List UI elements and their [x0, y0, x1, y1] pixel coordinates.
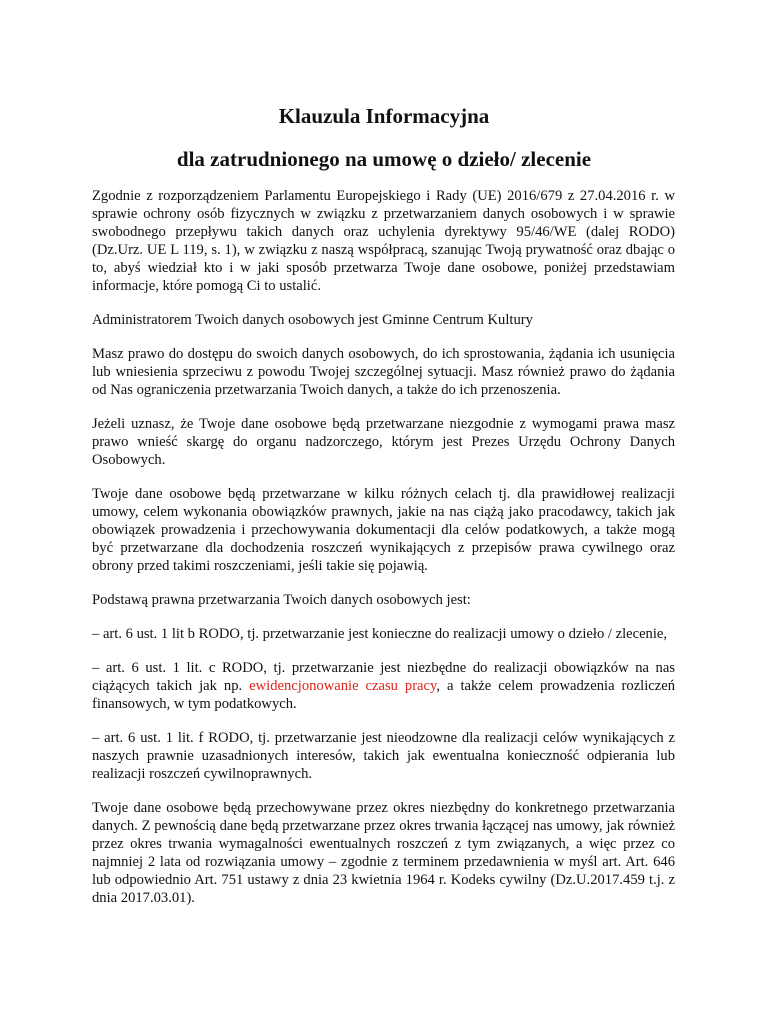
intro-paragraph: Zgodnie z rozporządzeniem Parlamentu Europejskiego i Rady (UE) 2016/679 z 27.04.2016 r. w sprawie ochrony osób fizycznych w związku z przetwarzaniem danych osobowych i w sprawie swobodnego przepływu takich danych oraz uchylenia dyrektywy 95/46/WE (dalej RODO) (Dz.Urz. UE L 119, s. 1), w związku z naszą współpracą, szanując Twoją prywatność oraz dbając o to, abyś wiedział kto i w jaki sposób przetwarza Twoje dane osobowe, poniżej przedstawiam informacje, które pomogą Ci to ustalić.: [92, 188, 675, 294]
legal-basis-item-c-text-1: – art. 6 ust. 1 lit. c RODO, tj. przetwarzanie jest niezbędne do realizacji obowiązków na nas ciążących takich jak np.: [92, 660, 675, 694]
complaint-paragraph: Jeżeli uznasz, że Twoje dane osobowe będą przetwarzane niezgodnie z wymogami prawa masz prawo wnieść skargę do organu nadzorczego, którym jest Prezes Urzędu Ochrony Danych Osobowych.: [92, 416, 675, 468]
purposes-paragraph: Twoje dane osobowe będą przetwarzane w kilku różnych celach tj. dla prawidłowej realizacji umowy, celem wykonania obowiązków prawnych, jakie na nas ciążą jako pracodawcy, takich jak obowiązek prowadzenia i przechowywania dokumentacji dla celów podatkowych, a także mogą być przetwarzane dla dochodzenia roszczeń wynikających z przepisów prawa cywilnego oraz obrony przed takimi roszczeniami, jeśli takie się pojawią.: [92, 486, 675, 574]
legal-basis-heading: Podstawą prawna przetwarzania Twoich danych osobowych jest:: [92, 592, 471, 608]
rights-paragraph: Masz prawo do dostępu do swoich danych osobowych, do ich sprostowania, żądania ich usunięcia lub wniesienia sprzeciwu z powodu Twojej szczególnej sytuacji. Masz również prawo do żądania od Nas ograniczenia przetwarzania Twoich danych, a także do ich przenoszenia.: [92, 346, 675, 398]
legal-basis-item-c-text-2: , a także celem prowadzenia rozliczeń finansowych, w tym podatkowych.: [92, 678, 676, 712]
document-subtitle: dla zatrudnionego na umowę o dzieło/ zlecenie: [176, 147, 592, 171]
legal-basis-item-f: – art. 6 ust. 1 lit. f RODO, tj. przetwarzanie jest nieodzowne dla realizacji celów wynikających z naszych prawnie uzasadnionych interesów, takich jak ewentualna konieczność odpierania lub realizacji roszczeń cywilnoprawnych.: [92, 730, 675, 782]
retention-paragraph: Twoje dane osobowe będą przechowywane przez okres niezbędny do konkretnego przetwarzania danych. Z pewnością dane będą przetwarzane przez okres trwania łączącej nas umowy, jak również przez okres trwania wymagalności ewentualnych roszczeń z tym związanych, a więc przez co najmniej 2 lata od rozwiązania umowy – zgodnie z terminem przedawnienia w myśl art. Art. 646 lub odpowiednio Art. 751 ustawy z dnia 23 kwietnia 1964 r. Kodeks cywilny (Dz.U.2017.459 t.j. z dnia 2017.03.01).: [92, 800, 675, 906]
document-body: [92, 187, 675, 923]
document-title: Klauzula Informacyjna: [278, 104, 490, 128]
legal-basis-item-c: [92, 659, 675, 713]
administrator-paragraph: Administratorem Twoich danych osobowych jest Gminne Centrum Kultury: [92, 312, 533, 328]
legal-basis-item-b: – art. 6 ust. 1 lit b RODO, tj. przetwarzanie jest konieczne do realizacji umowy o dzieło / zlecenie,: [92, 626, 668, 642]
time-tracking-link[interactable]: ewidencjonowanie czasu pracy: [249, 678, 437, 694]
